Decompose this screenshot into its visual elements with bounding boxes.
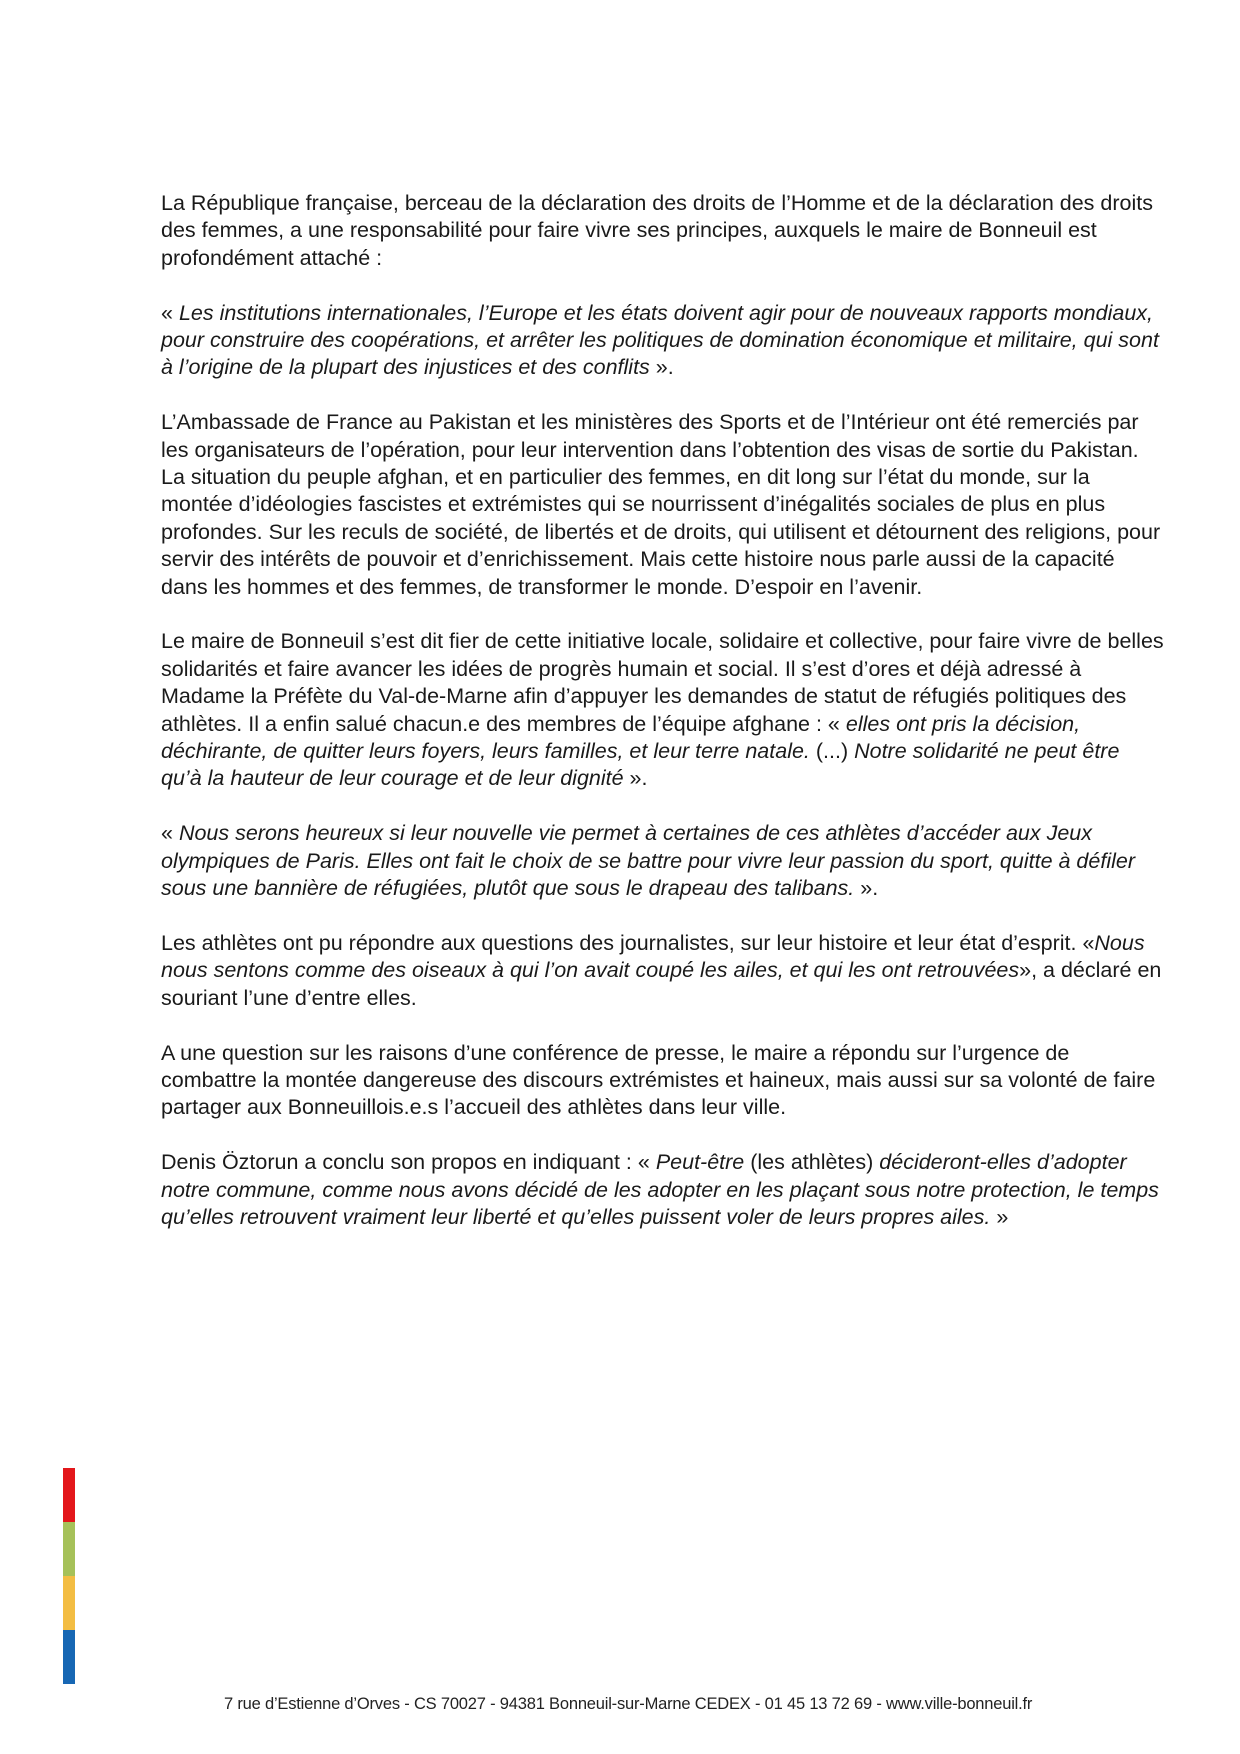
body-text: L’Ambassade de France au Pakistan et les ministères des Sports et de l’Intérieur ont été remerciés par les organisateurs de l’opération, pour leur intervention dans l’obtention des visas de sortie du Pakistan. La situation du peuple afghan, et en particulier des femmes, en dit long sur l’état du monde, sur la montée d’idéologies fascistes et extrémistes qui se nourrissent d’inégalités sociales de plus en plus profondes. Sur les reculs de société, de libertés et de droits, qui utilisent et détournent des religions, pour servir des intérêts de pouvoir et d’enrichissement. Mais cette histoire nous parle aussi de la capacité dans les hommes et des femmes, de transformer le monde. D’espoir en l’avenir. bbox=[161, 410, 1161, 599]
quote-text: Nous nous sentons comme des oiseaux à qui l’on avait coupé les ailes, et qui les ont retrouvées bbox=[161, 930, 1145, 983]
body-text: « bbox=[161, 300, 179, 325]
paragraph bbox=[161, 409, 1164, 601]
quote-text: décideront-elles d’adopter notre commune, comme nous avons décidé de les adopter en les plaçant sous notre protection, le temps qu’elles retrouvent vraiment leur liberté et qu’elles puissent voler de leurs propres ailes. bbox=[161, 1150, 1159, 1229]
paragraph bbox=[161, 1040, 1164, 1122]
body-text: « bbox=[161, 821, 179, 846]
body-text: (...) bbox=[809, 739, 855, 764]
quote-text: Peut-être bbox=[655, 1150, 745, 1175]
quote-text: Nous serons heureux si leur nouvelle vie permet à certaines de ces athlètes d’accéder aux Jeux olympiques de Paris. Elles ont fait le choix de se battre pour vivre leur passion du sport, quitte à défiler sous une bannière de réfugiées, plutôt que sous le drapeau des talibans. bbox=[161, 821, 1135, 901]
body-text: Le maire de Bonneuil s’est dit fier de cette initiative locale, solidaire et collective, pour faire vivre de belles solidarités et faire avancer les idées de progrès humain et social. Il s’est d’ores et déjà adressé à Madame la Préfète du Val-de-Marne afin d’appuyer les demandes de statut de réfugiés politiques des athlètes. Il a enfin salué chacun.e des membres de l’équipe afghane : « bbox=[161, 629, 1164, 736]
color-bar-yellow bbox=[63, 1576, 75, 1630]
brand-color-bar bbox=[63, 1468, 75, 1684]
color-bar-green bbox=[63, 1522, 75, 1576]
body-text: », a déclaré en souriant l’une d’entre elles. bbox=[161, 958, 1162, 1010]
paragraph bbox=[161, 300, 1164, 382]
paragraph bbox=[161, 628, 1164, 792]
body-text: Les athlètes ont pu répondre aux questions des journalistes, sur leur histoire et leur état d’esprit. « bbox=[161, 930, 1095, 955]
quote-text: Les institutions internationales, l’Europe et les états doivent agir pour de nouveaux rapports mondiaux, pour construire des coopérations, et arrêter les politiques de domination économique et militaire, qui sont à l’origine de la plupart des injustices et des conflits bbox=[161, 300, 1159, 380]
body-text: La République française, berceau de la déclaration des droits de l’Homme et de la déclaration des droits des femmes, a une responsabilité pour faire vivre ses principes, auxquels le maire de Bonneuil est profondément attaché : bbox=[161, 191, 1153, 270]
color-bar-blue bbox=[63, 1630, 75, 1684]
body-text: Denis Öztorun a conclu son propos en indiquant : « bbox=[161, 1150, 656, 1175]
body-text: A une question sur les raisons d’une conférence de presse, le maire a répondu sur l’urgence de combattre la montée dangereuse des discours extrémistes et haineux, mais aussi sur sa volonté de faire partager aux Bonneuillois.e.s l’accueil des athlètes dans leur ville. bbox=[161, 1040, 1156, 1120]
body-text: ». bbox=[623, 766, 648, 791]
footer-address: 7 rue d’Estienne d’Orves - CS 70027 - 94381 Bonneuil-sur-Marne CEDEX - 01 45 13 72 69 - www.ville-bonneuil.fr bbox=[224, 1695, 1033, 1713]
quote-text: Notre solidarité ne peut être qu’à la hauteur de leur courage et de leur dignité bbox=[161, 739, 1120, 791]
body-text: (les athlètes) bbox=[744, 1150, 880, 1175]
paragraph bbox=[161, 190, 1164, 272]
body-text: ». bbox=[649, 355, 674, 380]
body-text: ». bbox=[854, 876, 879, 901]
paragraph bbox=[161, 1149, 1164, 1231]
paragraph bbox=[161, 820, 1164, 902]
article-body bbox=[161, 190, 1164, 1259]
body-text: » bbox=[990, 1204, 1009, 1229]
color-bar-red bbox=[63, 1468, 75, 1522]
quote-text: elles ont pris la décision, déchirante, de quitter leurs foyers, leurs familles, et leur terre natale. bbox=[161, 711, 1081, 764]
paragraph bbox=[161, 930, 1164, 1012]
